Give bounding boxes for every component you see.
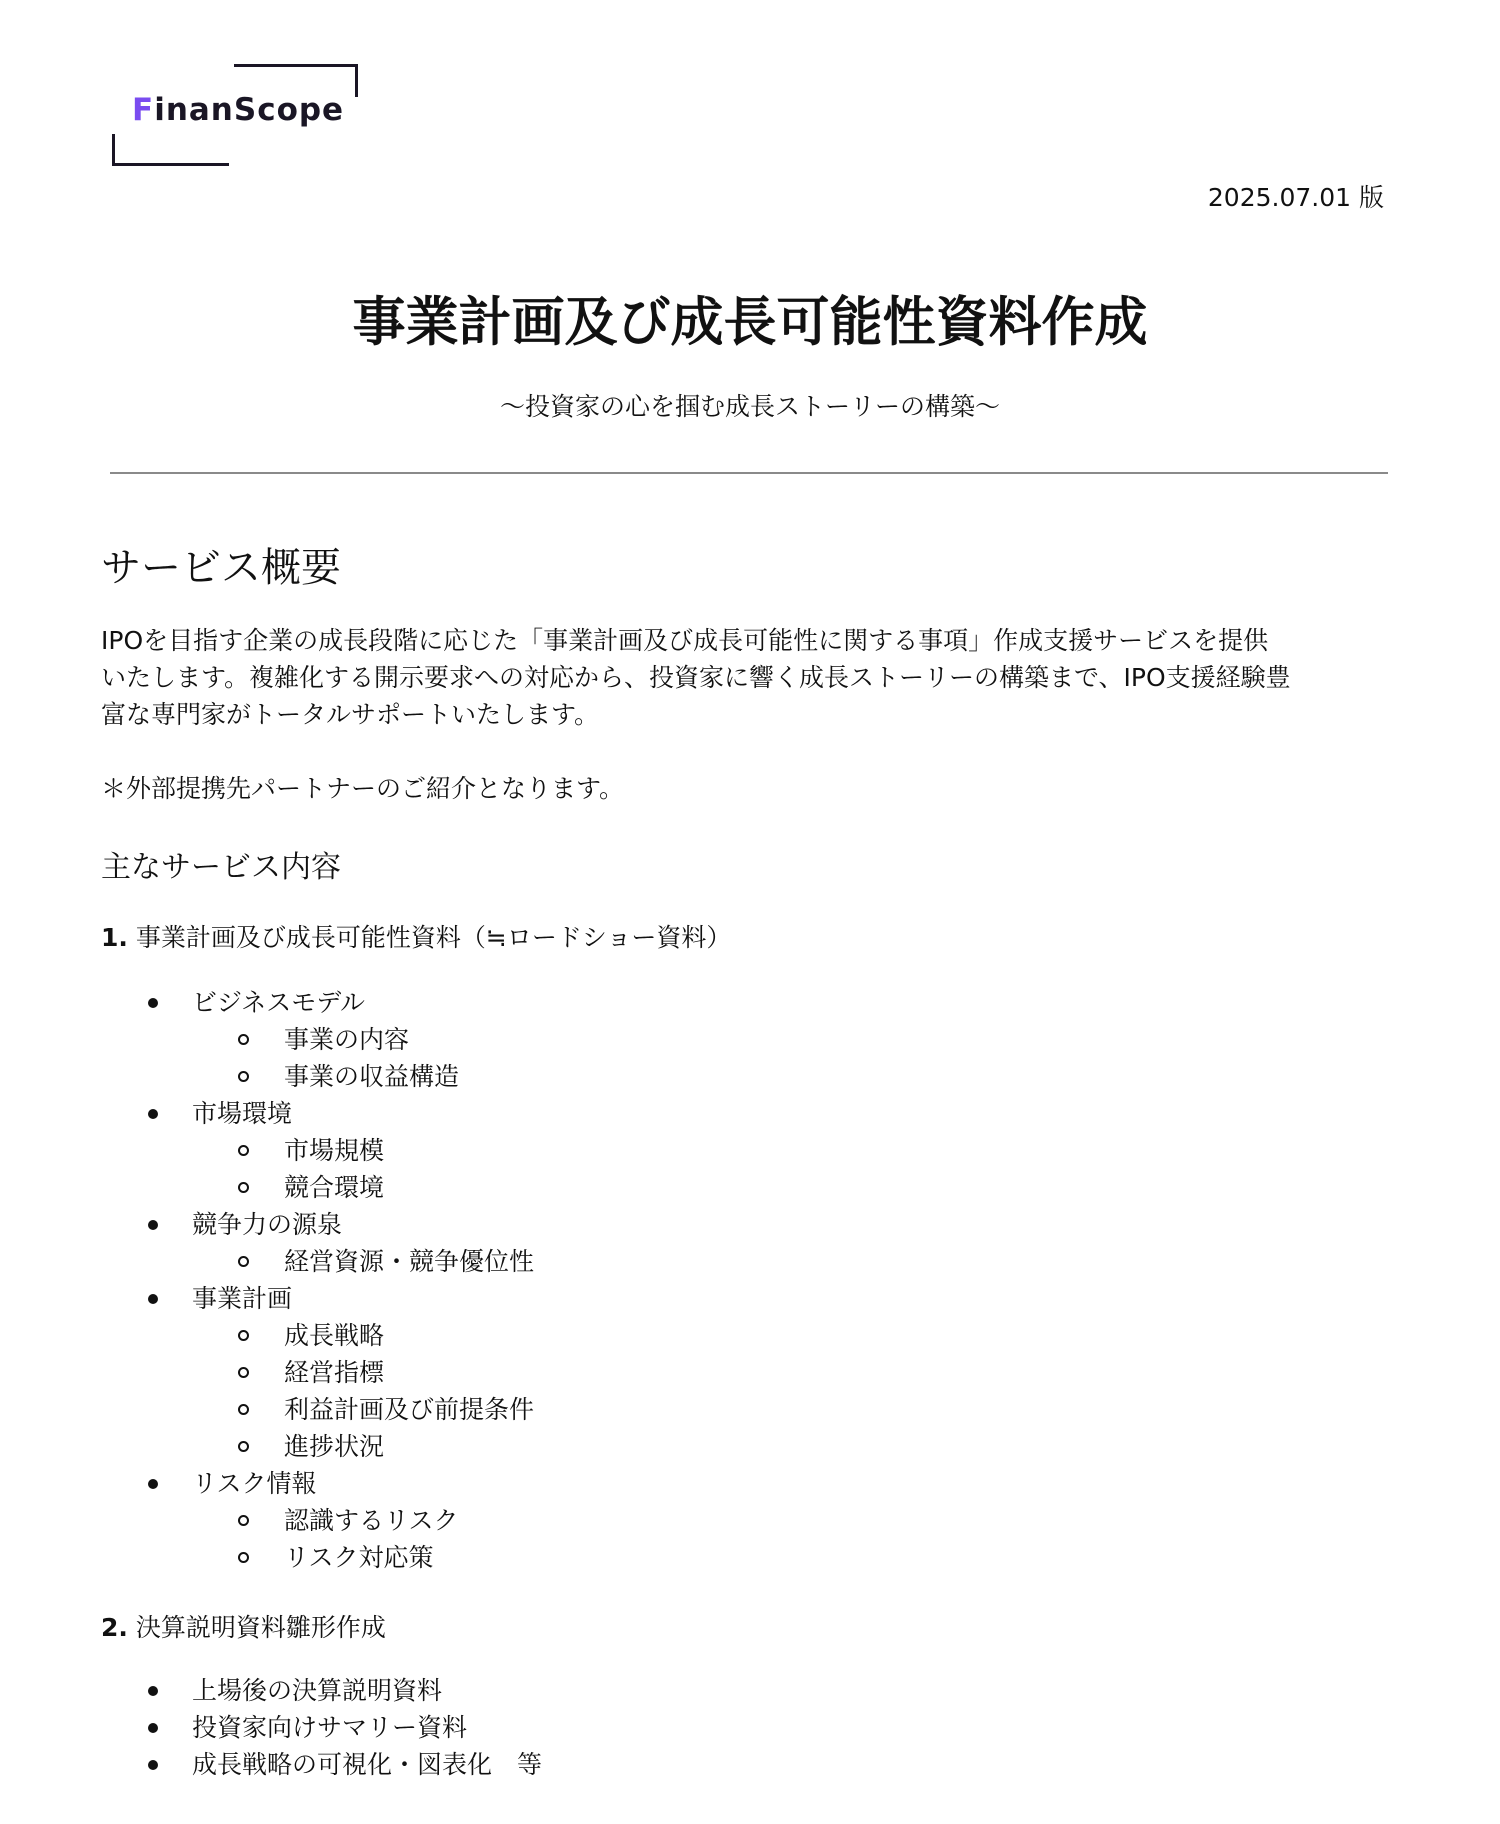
service-1-title — [101, 918, 731, 954]
bullet-icon — [148, 1479, 158, 1489]
document-title: 事業計画及び成長可能性資料作成 — [352, 292, 1148, 353]
circle-bullet-icon — [238, 1404, 249, 1415]
list-item-label: 投資家向けサマリー資料 — [192, 1713, 468, 1742]
services-heading: 主なサービス内容 — [101, 850, 341, 885]
list-item — [0, 1280, 1500, 1317]
sub-list-item-label: 成長戦略 — [284, 1321, 385, 1350]
list-item — [0, 1746, 1500, 1783]
logo-accent-letter: F — [132, 92, 155, 128]
logo-wordmark: inanScope — [154, 92, 345, 128]
sub-list-item — [0, 1058, 1500, 1095]
finanscope-logo — [112, 64, 362, 168]
sub-list-item — [0, 1243, 1500, 1280]
bullet-icon — [148, 1294, 158, 1304]
list-item-label: 市場環境 — [192, 1099, 293, 1128]
circle-bullet-icon — [238, 1034, 249, 1045]
sub-list-item — [0, 1021, 1500, 1058]
service-2-list — [0, 1672, 1500, 1783]
circle-bullet-icon — [238, 1330, 249, 1341]
bullet-icon — [148, 1220, 158, 1230]
overview-line: 富な専門家がトータルサポートいたします。 — [101, 700, 600, 729]
sub-list-item — [0, 1539, 1500, 1576]
list-item — [0, 1095, 1500, 1132]
sub-list-item — [0, 1502, 1500, 1539]
overview-paragraph — [101, 622, 1391, 733]
service-2-label: 決算説明資料雛形作成 — [127, 1613, 386, 1642]
version-date: 2025.07.01 版 — [1207, 183, 1384, 212]
list-item — [0, 1206, 1500, 1243]
bullet-icon — [148, 998, 158, 1008]
circle-bullet-icon — [238, 1552, 249, 1563]
list-item-label: ビジネスモデル — [192, 988, 366, 1017]
circle-bullet-icon — [238, 1367, 249, 1378]
logo-frame-top — [234, 64, 358, 67]
service-1-label: 事業計画及び成長可能性資料（≒ロードショー資料） — [127, 923, 732, 952]
sub-list-item-label: リスク対応策 — [284, 1543, 434, 1572]
sub-list-item-label: 市場規模 — [284, 1136, 385, 1165]
sub-list-item — [0, 1317, 1500, 1354]
circle-bullet-icon — [238, 1256, 249, 1267]
service-2-number: 2. — [101, 1613, 128, 1642]
bullet-icon — [148, 1109, 158, 1119]
list-item-label: リスク情報 — [192, 1469, 317, 1498]
circle-bullet-icon — [238, 1441, 249, 1452]
sub-list-item-label: 認識するリスク — [284, 1506, 459, 1535]
service-1-number: 1. — [101, 923, 128, 952]
bullet-icon — [148, 1760, 158, 1770]
circle-bullet-icon — [238, 1515, 249, 1526]
document-subtitle: 〜投資家の心を掴む成長ストーリーの構築〜 — [499, 392, 1000, 421]
bullet-icon — [148, 1686, 158, 1696]
circle-bullet-icon — [238, 1182, 249, 1193]
list-item — [0, 1709, 1500, 1746]
list-item-label: 成長戦略の可視化・図表化 等 — [192, 1750, 543, 1779]
sub-list-item-label: 事業の収益構造 — [284, 1062, 460, 1091]
sub-list-item-label: 事業の内容 — [284, 1025, 410, 1054]
sub-list-item-label: 利益計画及び前提条件 — [284, 1395, 535, 1424]
bullet-icon — [148, 1723, 158, 1733]
sub-list-item — [0, 1391, 1500, 1428]
circle-bullet-icon — [238, 1145, 249, 1156]
header-divider — [110, 472, 1388, 474]
list-item — [0, 1672, 1500, 1709]
list-item-label: 競争力の源泉 — [192, 1210, 343, 1239]
service-2-title — [101, 1608, 386, 1644]
overview-line: いたします。複雑化する開示要求への対応から、投資家に響く成長ストーリーの構築まで、IPO支援経験豊 — [101, 663, 1291, 692]
overview-heading: サービス概要 — [101, 545, 341, 591]
sub-list-item — [0, 1354, 1500, 1391]
list-item — [0, 984, 1500, 1021]
overview-line: IPOを目指す企業の成長段階に応じた「事業計画及び成長可能性に関する事項」作成支援サービスを提供 — [101, 626, 1269, 655]
list-item-label: 事業計画 — [192, 1284, 293, 1313]
logo-frame-left — [112, 134, 115, 166]
logo-frame-right — [355, 64, 358, 97]
logo-text — [132, 92, 344, 128]
sub-list-item — [0, 1428, 1500, 1465]
sub-list-item-label: 経営資源・競争優位性 — [284, 1247, 535, 1276]
service-1-list — [0, 984, 1500, 1576]
logo-frame-bottom — [112, 163, 229, 166]
sub-list-item — [0, 1169, 1500, 1206]
sub-list-item-label: 競合環境 — [284, 1173, 385, 1202]
list-item — [0, 1465, 1500, 1502]
sub-list-item-label: 進捗状況 — [284, 1432, 385, 1461]
list-item-label: 上場後の決算説明資料 — [192, 1676, 443, 1705]
sub-list-item-label: 経営指標 — [284, 1358, 385, 1387]
partner-note: ＊外部提携先パートナーのご紹介となります。 — [101, 774, 625, 803]
circle-bullet-icon — [238, 1071, 249, 1082]
sub-list-item — [0, 1132, 1500, 1169]
